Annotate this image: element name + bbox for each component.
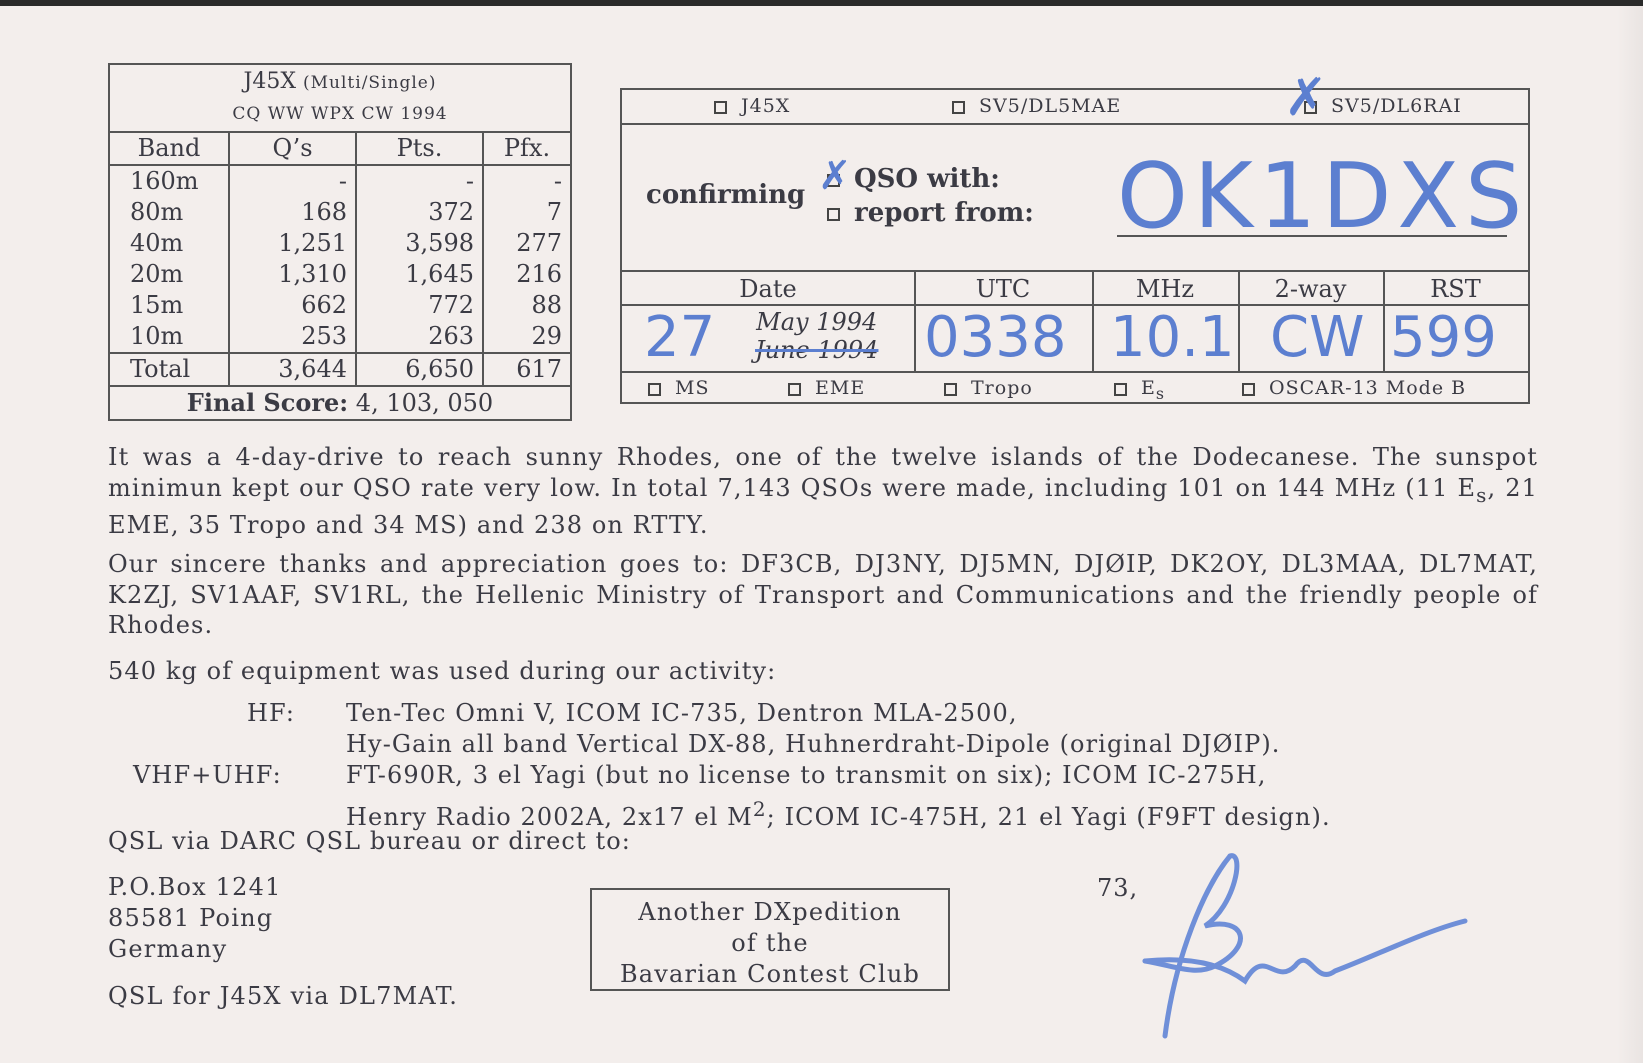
mode-label: OSCAR-13 Mode B (1269, 377, 1467, 399)
mode-es-subscript: s (1155, 383, 1165, 403)
qs-cell: 168 (229, 197, 356, 228)
pts-cell: 372 (356, 197, 483, 228)
total-label: Total (110, 353, 229, 386)
table-row (110, 165, 570, 197)
hf-line-1: Ten-Tec Omni V, ICOM IC-735, Dentron MLA-2500, (346, 699, 1018, 727)
qsl-manager-line: QSL for J45X via DL7MAT. (108, 982, 459, 1010)
qsl-confirmation-box (620, 68, 1530, 404)
table-row (110, 228, 570, 259)
total-row (110, 353, 570, 386)
qs-cell: 1,310 (229, 259, 356, 290)
final-score (110, 387, 570, 419)
band-cell: 15m (130, 291, 184, 319)
pfx-cell: 277 (483, 228, 570, 259)
pfx-cell: 29 (483, 321, 570, 353)
band-cell: 80m (130, 198, 184, 226)
vhf-label: VHF+UHF: (133, 761, 282, 789)
score-table (108, 63, 572, 421)
qsl-via-line: QSL via DARC QSL bureau or direct to: (108, 827, 631, 855)
checkbox-icon (788, 383, 801, 396)
mode-tropo (944, 377, 1033, 399)
handwritten-x-icon: ✗ (818, 153, 852, 199)
header-date: Date (622, 272, 914, 306)
paragraph-trip-text-end: , 21 EME, 35 Tropo and 34 MS) and 238 on RTTY. (108, 473, 1538, 539)
col-band: Band (110, 133, 229, 165)
paragraph-equipment: 540 kg of equipment was used during our activity: (108, 657, 777, 685)
qsl-card (0, 6, 1643, 1063)
band-cell: 160m (130, 167, 199, 195)
address-line: Germany (108, 935, 228, 963)
band-cell: 10m (130, 322, 184, 350)
pfx-cell: 216 (483, 259, 570, 290)
call-label: J45X (741, 95, 791, 117)
call-option-sv5-dl5mae (952, 95, 1121, 117)
table-row (110, 197, 570, 228)
qso-details-grid (622, 270, 1528, 403)
handwritten-day: 27 (644, 305, 716, 370)
date-june-struck: June 1994 (755, 336, 879, 364)
qs-cell: - (229, 165, 356, 197)
printed-date (755, 308, 878, 364)
address-line: P.O.Box 1241 (108, 873, 282, 901)
pfx-cell: - (483, 165, 570, 197)
contest-name: CQ WW WPX CW 1994 (232, 104, 448, 124)
call-label: SV5/DL5MAE (979, 95, 1122, 117)
handwritten-mode: CW (1270, 305, 1365, 370)
pfx-cell: 88 (483, 290, 570, 321)
checkbox-icon (952, 101, 965, 114)
club-line: Bavarian Contest Club (619, 960, 921, 988)
callsign-underline (1117, 235, 1507, 237)
contest-call: J45X (243, 69, 296, 94)
handwritten-rst: 599 (1390, 305, 1497, 370)
handwritten-signature (1135, 846, 1475, 1046)
call-option-sv5-dl6rai (1304, 95, 1462, 117)
mode-label: MS (675, 377, 710, 399)
final-score-value: 4, 103, 050 (355, 389, 494, 417)
band-table (110, 133, 570, 387)
table-row (110, 290, 570, 321)
qs-cell: 662 (229, 290, 356, 321)
call-label: SV5/DL6RAI (1331, 95, 1462, 117)
es-subscript: s (1476, 482, 1488, 507)
checkbox-icon (648, 383, 661, 396)
club-line: Another DXpedition (638, 898, 902, 926)
column-divider (1092, 272, 1094, 371)
header-utc: UTC (914, 272, 1092, 306)
checkbox-icon (827, 208, 840, 221)
checkbox-icon (714, 101, 727, 114)
mode-label: Tropo (971, 377, 1033, 399)
qs-cell: 253 (229, 321, 356, 353)
hf-line-2: Hy-Gain all band Vertical DX-88, Huhnerdraht-Dipole (original DJØIP). (346, 730, 1281, 758)
col-pts: Pts. (356, 133, 483, 165)
column-divider (914, 272, 916, 371)
pts-cell: 1,645 (356, 259, 483, 290)
report-from-option (827, 196, 1034, 230)
band-table-head (110, 133, 570, 165)
mode-es (1114, 377, 1165, 403)
band-cell: 40m (130, 229, 184, 257)
pts-cell: 263 (356, 321, 483, 353)
handwritten-utc: 0338 (924, 305, 1067, 370)
report-from-label: report from: (854, 198, 1034, 228)
handwritten-x-icon: ✗ (1284, 68, 1328, 128)
paragraph-thanks: Our sincere thanks and appreciation goes to: DF3CB, DJ3NY, DJ5MN, DJØIP, DK2OY, DL3MAA, DL7MAT, K2ZJ, SV1AAF, SV1RL, the Hellenic Ministry of Transport and Communications and the friendly people of Rhodes. (108, 550, 1538, 639)
date-may: May 1994 (756, 308, 878, 336)
postal-address (108, 872, 282, 965)
mode-ms (648, 377, 709, 399)
contest-category: (Multi/Single) (303, 73, 437, 93)
call-option-j45x (714, 95, 790, 117)
hf-label: HF: (247, 699, 296, 727)
seventy-three: 73, (1097, 874, 1139, 902)
mode-oscar (1242, 377, 1466, 399)
checkbox-icon (1114, 383, 1127, 396)
header-mhz: MHz (1092, 272, 1238, 306)
table-row (110, 321, 570, 353)
handwritten-mhz: 10.1 (1110, 305, 1235, 370)
header-rst: RST (1383, 272, 1528, 306)
confirming-label: confirming (646, 180, 806, 210)
table-row (110, 259, 570, 290)
pfx-cell: 7 (483, 197, 570, 228)
propagation-modes-row (622, 371, 1528, 404)
club-line: of the (731, 929, 809, 957)
total-pts: 6,650 (356, 353, 483, 386)
checkbox-icon (944, 383, 957, 396)
paragraph-trip (108, 442, 1538, 540)
address-line: 85581 Poing (108, 904, 274, 932)
column-divider (1238, 272, 1240, 371)
club-box (590, 888, 950, 991)
pts-cell: - (356, 165, 483, 197)
col-pfx: Pfx. (483, 133, 570, 165)
checkbox-icon (1242, 383, 1255, 396)
total-qs: 3,644 (229, 353, 356, 386)
column-divider (1383, 272, 1385, 371)
handwritten-callsign: OK1DXS (1117, 144, 1529, 249)
qso-with-option (827, 162, 1034, 196)
qs-cell: 1,251 (229, 228, 356, 259)
station-call-row (622, 90, 1528, 125)
col-qs: Q’s (229, 133, 356, 165)
squared-superscript: 2 (752, 797, 767, 821)
vhf-line-1: FT-690R, 3 el Yagi (but no license to transmit on six); ICOM IC-275H, (346, 761, 1267, 789)
band-cell: 20m (130, 260, 184, 288)
mode-label: E (1141, 377, 1156, 399)
qso-with-label: QSO with: (854, 164, 1000, 194)
confirm-options (827, 162, 1034, 230)
vhf-line-2-text-end: ; ICOM IC-475H, 21 el Yagi (F9FT design). (766, 803, 1331, 831)
pts-cell: 3,598 (356, 228, 483, 259)
vhf-line-2-text: Henry Radio 2002A, 2x17 el M (346, 803, 753, 831)
mode-eme (788, 377, 865, 399)
header-2way: 2-way (1238, 272, 1383, 306)
paragraph-trip-text: It was a 4-day-drive to reach sunny Rhodes, one of the twelve islands of the Dodecanese. The sunspot minimun kept our QSO rate very low. In total 7,143 QSOs were made, including 101 on 144 MHz (11 E (108, 443, 1538, 502)
final-score-label: Final Score: (186, 388, 349, 417)
total-pfx: 617 (483, 353, 570, 386)
score-table-header (110, 65, 570, 133)
pts-cell: 772 (356, 290, 483, 321)
mode-label: EME (815, 377, 866, 399)
